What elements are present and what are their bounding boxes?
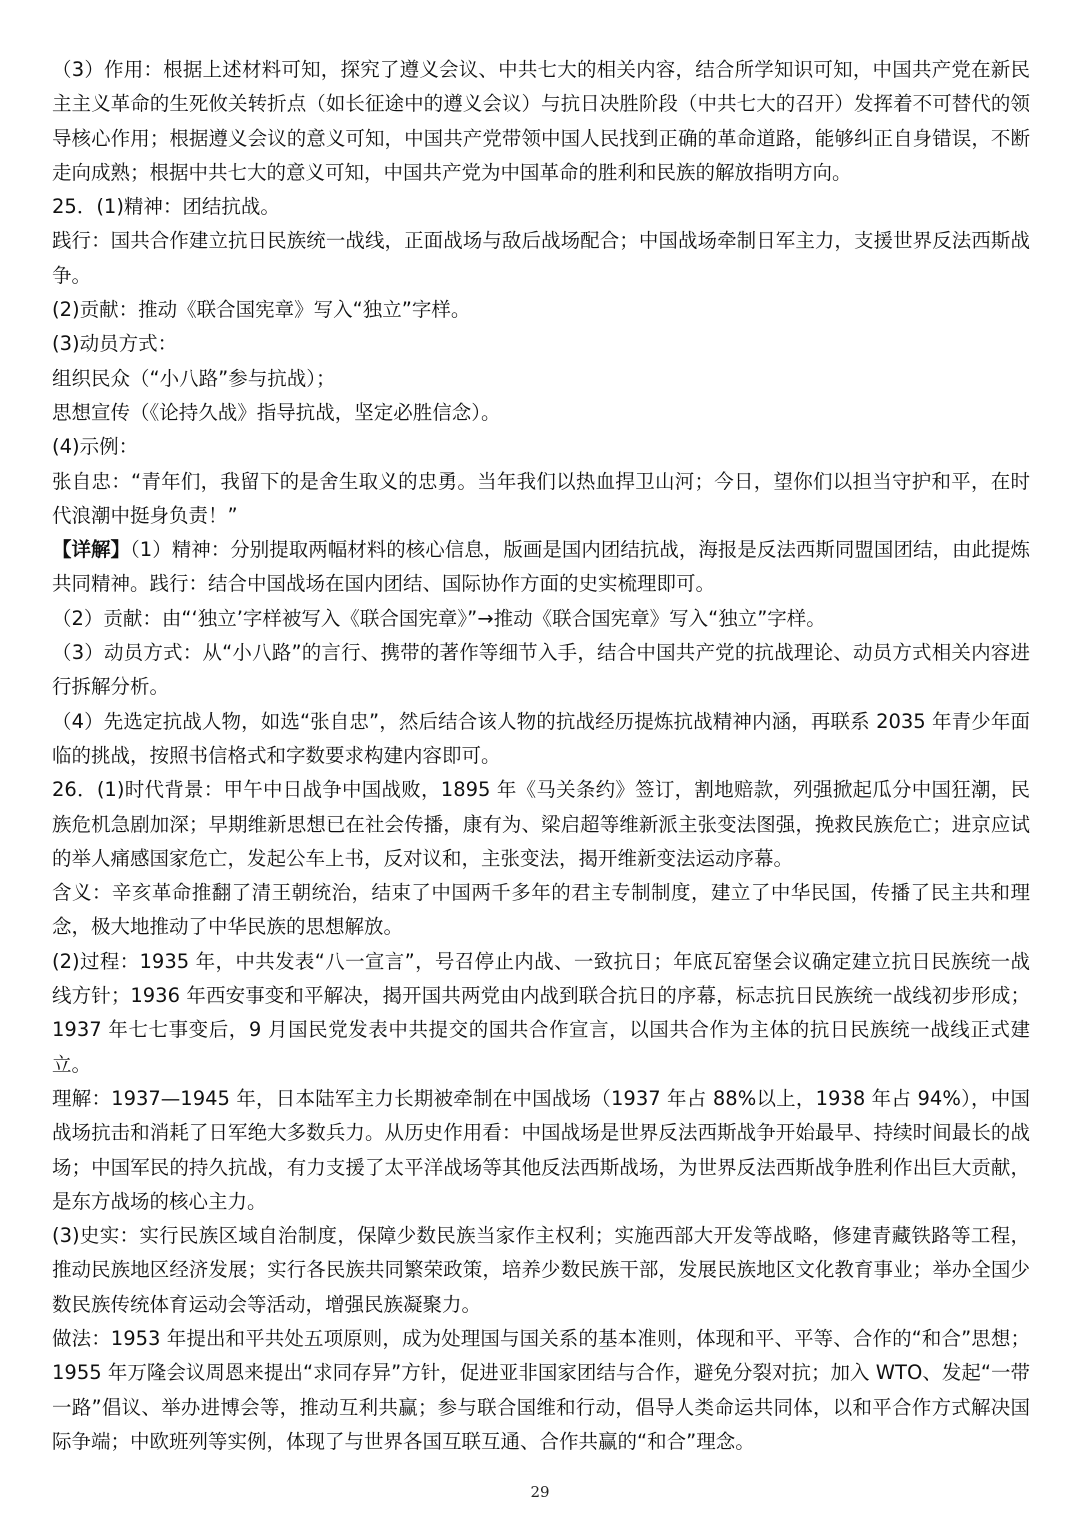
answer-26-1-background: 26．(1)时代背景：甲午中日战争中国战败，1895 年《马关条约》签订，割地赔款，列强掀起瓜分中国狂潮，民族危机急剧加深；早期维新思想已在社会传播，康有为、梁启超等维新派主张变法图强，挽救民族危亡；进京应试的举人痛感国家危亡，发起公车上书，反对议和，主张变法，揭开维新变法运动序幕。 (52, 778, 1030, 870)
answer-24-3-paragraph: （3）作用：根据上述材料可知，探究了遵义会议、中共七大的相关内容，结合所学知识可知，中国共产党在新民主主义革命的生死攸关转折点（如长征途中的遵义会议）与抗日决胜阶段（中共七大的召开）发挥着不可替代的领导核心作用；根据遵义会议的意义可知，中国共产党带领中国人民找到正确的革命道路，能够纠正自身错误，不断走向成熟；根据中共七大的意义可知，中国共产党为中国革命的胜利和民族的解放指明方向。 (52, 58, 1030, 184)
answer-25-3-propaganda: 思想宣传（《论持久战》指导抗战，坚定必胜信念）。 (52, 400, 501, 424)
page-number: 29 (530, 1483, 550, 1501)
answer-25-1-practice: 践行：国共合作建立抗日民族统一战线，正面战场与敌后战场配合；中国战场牵制日军主力，支援世界反法西斯战争。 (52, 229, 1030, 287)
detail-25-3: （3）动员方式：从“小八路”的言行、携带的著作等细节入手，结合中国共产党的抗战理论、动员方式相关内容进行拆解分析。 (52, 641, 1030, 699)
document-body (52, 53, 1030, 1459)
answer-25-2-contribution: (2)贡献：推动《联合国宪章》写入“独立”字样。 (52, 298, 471, 322)
answer-26-3-practice: 做法：1953 年提出和平共处五项原则，成为处理国与国关系的基本准则，体现和平、平等、合作的“和合”思想；1955 年万隆会议周恩来提出“求同存异”方针，促进亚非国家团结与合作，避免分裂对抗；加入 WTO、发起“一带一路”倡议、举办进博会等，推动互利共赢；参与联合国维和行动，倡导人类命运共同体，以和平合作方式解决国际争端；中欧班列等实例，体现了与世界各国互联互通、合作共赢的“和合”理念。 (52, 1326, 1030, 1453)
answer-25-3-heading: (3)动员方式： (52, 332, 178, 356)
answer-25-3-organize: 组织民众（“小八路”参与抗战）； (52, 366, 336, 390)
answer-26-1-meaning: 含义：辛亥革命推翻了清王朝统治，结束了中国两千多年的君主专制制度，建立了中华民国，传播了民主共和理念，极大地推动了中华民族的思想解放。 (52, 881, 1030, 939)
answer-25-1-spirit: 25．(1)精神：团结抗战。 (52, 195, 280, 219)
answer-25-4-heading: (4)示例： (52, 435, 139, 459)
answer-26-2-understanding: 理解：1937—1945 年，日本陆军主力长期被牵制在中国战场（1937 年占 88%以上，1938 年占 94%），中国战场抗击和消耗了日军绝大多数兵力。从历史作用看：中国战场是世界反法西斯战争开始最早、持续时间最长的战场；中国军民的持久抗战，有力支援了太平洋战场等其他反法西斯战场，为世界反法西斯战争胜利作出巨大贡献，是东方战场的核心主力。 (52, 1086, 1030, 1213)
detail-25-4: （4）先选定抗战人物，如选“张自忠”，然后结合该人物的抗战经历提炼抗战精神内涵，再联系 2035 年青少年面临的挑战，按照书信格式和字数要求构建内容即可。 (52, 709, 1030, 767)
detail-25-1 (52, 533, 1030, 602)
answer-26-3-facts: (3)史实：实行民族区域自治制度，保障少数民族当家作主权利；实施西部大开发等战略，修建青藏铁路等工程，推动民族地区经济发展；实行各民族共同繁荣政策，培养少数民族干部，发展民族地区文化教育事业；举办全国少数民族传统体育运动会等活动，增强民族凝聚力。 (52, 1224, 1030, 1316)
detail-label: 【详解】 (52, 538, 131, 562)
detail-25-1-text: （1）精神：分别提取两幅材料的核心信息，版画是国内团结抗战，海报是反法西斯同盟国团结，由此提炼共同精神。践行：结合中国战场在国内团结、国际协作方面的史实梳理即可。 (52, 538, 1030, 596)
answer-26-2-process: (2)过程：1935 年，中共发表“八一宣言”，号召停止内战、一致抗日；年底瓦窑堡会议确定建立抗日民族统一战线方针；1936 年西安事变和平解决，揭开国共两党由内战到联合抗日的序幕，标志抗日民族统一战线初步形成；1937 年七七事变后，9 月国民党发表中共提交的国共合作宣言，以国共合作为主体的抗日民族统一战线正式建立。 (52, 949, 1030, 1076)
detail-25-2: （2）贡献：由“‘独立’字样被写入《联合国宪章》”→推动《联合国宪章》写入“独立”字样。 (52, 606, 826, 630)
answer-25-4-example: 张自忠：“青年们，我留下的是舍生取义的忠勇。当年我们以热血捍卫山河；今日，望你们以担当守护和平，在时代浪潮中挺身负责！” (52, 469, 1030, 527)
